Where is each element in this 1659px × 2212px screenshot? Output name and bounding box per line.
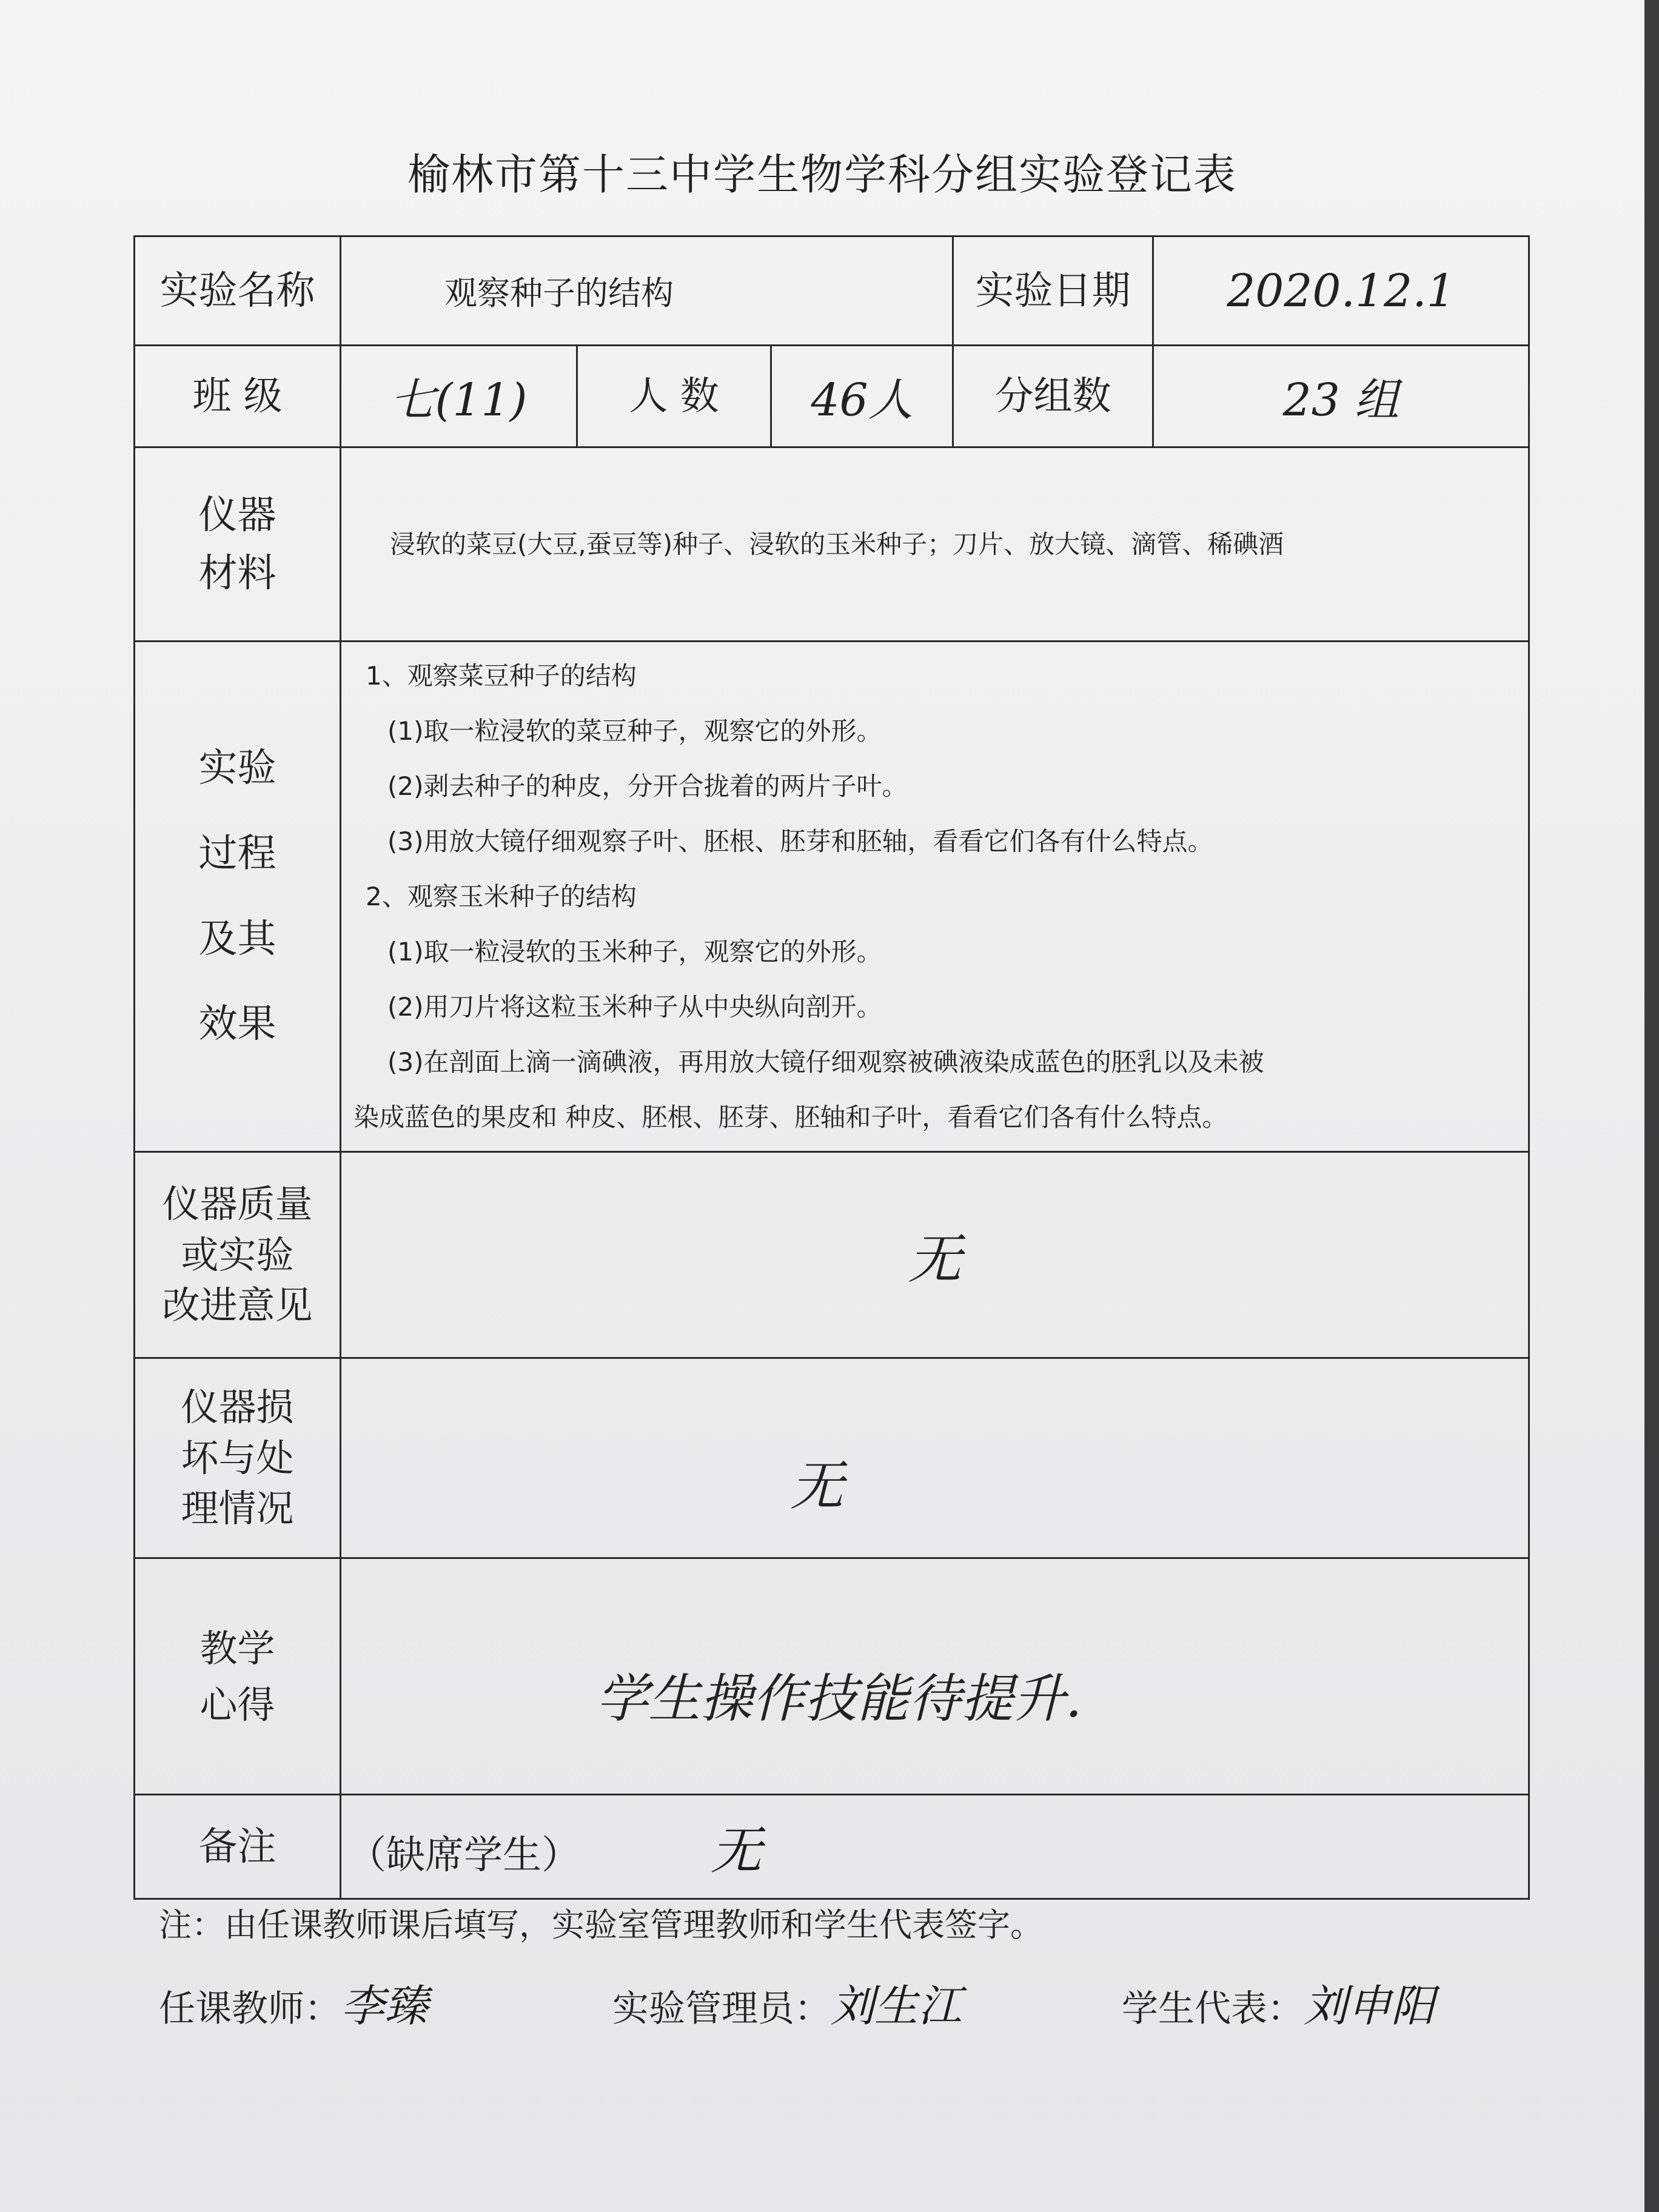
procedure-line: (3)用放大镜仔细观察子叶、胚根、胚芽和胚轴，看看它们各有什么特点。	[387, 826, 1213, 856]
footer-note: 注：由任课教师课后填写，实验室管理教师和学生代表签字。	[159, 1906, 1043, 1944]
equipment-quality-label-line-1: 仪器质量	[162, 1181, 313, 1226]
group-count-value: 23 组	[1153, 346, 1529, 447]
procedure-label-line-2: 过程	[198, 831, 276, 876]
row-procedure	[135, 642, 1529, 1152]
remarks-label: 备注	[135, 1795, 341, 1899]
procedure-line: 1、观察菜豆种子的结构	[366, 661, 637, 691]
equipment-damage-label-line-3: 理情况	[181, 1486, 294, 1531]
student-count-value: 46人	[771, 346, 953, 447]
student-count-label: 人 数	[577, 346, 771, 447]
equipment-quality-label	[135, 1152, 341, 1358]
procedure-content	[341, 642, 1529, 1152]
remarks-value: 无	[711, 1821, 762, 1880]
teacher-label: 任课教师：	[159, 1988, 341, 2030]
class-label: 班 级	[135, 346, 341, 447]
procedure-label-line-3: 及其	[198, 916, 276, 962]
materials-value: 浸软的菜豆(大豆,蚕豆等)种子、浸软的玉米种子；刀片、放大镜、滴管、稀碘酒	[341, 447, 1529, 642]
procedure-line: (3)在剖面上滴一滴碘液，再用放大镜仔细观察被碘液染成蓝色的胚乳以及未被	[387, 1047, 1264, 1077]
procedure-line: (1)取一粒浸软的菜豆种子，观察它的外形。	[387, 716, 882, 746]
teaching-reflection-label	[135, 1558, 341, 1795]
teacher-signature: 李臻	[341, 1980, 429, 2031]
student-rep-signature: 刘申阳	[1304, 1980, 1435, 2031]
admin-label: 实验管理员：	[612, 1988, 831, 2030]
procedure-label	[135, 642, 341, 1152]
form-title: 榆林市第十三中学生物学科分组实验登记表	[407, 150, 1237, 199]
equipment-damage-label-line-2: 坏与处	[181, 1435, 294, 1480]
materials-label-line-2: 材料	[198, 551, 276, 596]
admin-signature: 刘生江	[831, 1980, 962, 2031]
equipment-quality-label-line-2: 或实验	[181, 1232, 294, 1277]
procedure-label-line-4: 效果	[198, 1002, 276, 1047]
registration-form-table	[133, 235, 1530, 1900]
teaching-reflection-label-line-1: 教学	[199, 1626, 275, 1671]
row-class-info	[135, 346, 1529, 447]
equipment-damage-label-line-1: 仪器损	[181, 1384, 294, 1429]
procedure-label-line-1: 实验	[198, 745, 276, 791]
equipment-damage-label	[135, 1358, 341, 1558]
row-equipment-damage	[135, 1358, 1529, 1558]
teacher-signature-block	[159, 1971, 428, 2034]
teaching-reflection-label-line-2: 心得	[199, 1682, 275, 1727]
experiment-name-value: 观察种子的结构	[341, 236, 953, 346]
student-rep-label: 学生代表：	[1122, 1988, 1304, 2030]
row-teaching-reflection	[135, 1558, 1529, 1795]
experiment-date-value: 2020.12.1	[1153, 236, 1529, 346]
remarks-content	[341, 1795, 1529, 1899]
remarks-prefix: （缺席学生）	[347, 1833, 580, 1878]
row-materials	[135, 447, 1529, 642]
procedure-line: (1)取一粒浸软的玉米种子，观察它的外形。	[387, 937, 882, 967]
equipment-quality-label-line-3: 改进意见	[162, 1283, 313, 1328]
row-equipment-quality	[135, 1152, 1529, 1358]
materials-label-line-1: 仪器	[198, 492, 276, 538]
procedure-line: 染成蓝色的果皮和 种皮、胚根、胚芽、胚轴和子叶，看看它们各有什么特点。	[354, 1102, 1228, 1132]
equipment-quality-value: 无	[341, 1152, 1529, 1358]
procedure-line: 2、观察玉米种子的结构	[366, 882, 637, 911]
row-remarks	[135, 1795, 1529, 1899]
group-count-label: 分组数	[953, 346, 1153, 447]
admin-signature-block	[612, 1971, 962, 2034]
procedure-line: (2)用刀片将这粒玉米种子从中央纵向剖开。	[387, 992, 882, 1022]
teaching-reflection-value: 学生操作技能待提升.	[341, 1558, 1529, 1795]
experiment-name-label: 实验名称	[135, 236, 341, 346]
class-value: 七(11)	[341, 346, 577, 447]
equipment-damage-value: 无	[341, 1358, 1529, 1558]
experiment-date-label: 实验日期	[953, 236, 1153, 346]
row-experiment-name	[135, 236, 1529, 346]
student-rep-signature-block	[1122, 1971, 1435, 2034]
procedure-line: (2)剥去种子的种皮，分开合拢着的两片子叶。	[387, 771, 908, 801]
materials-label	[135, 447, 341, 642]
